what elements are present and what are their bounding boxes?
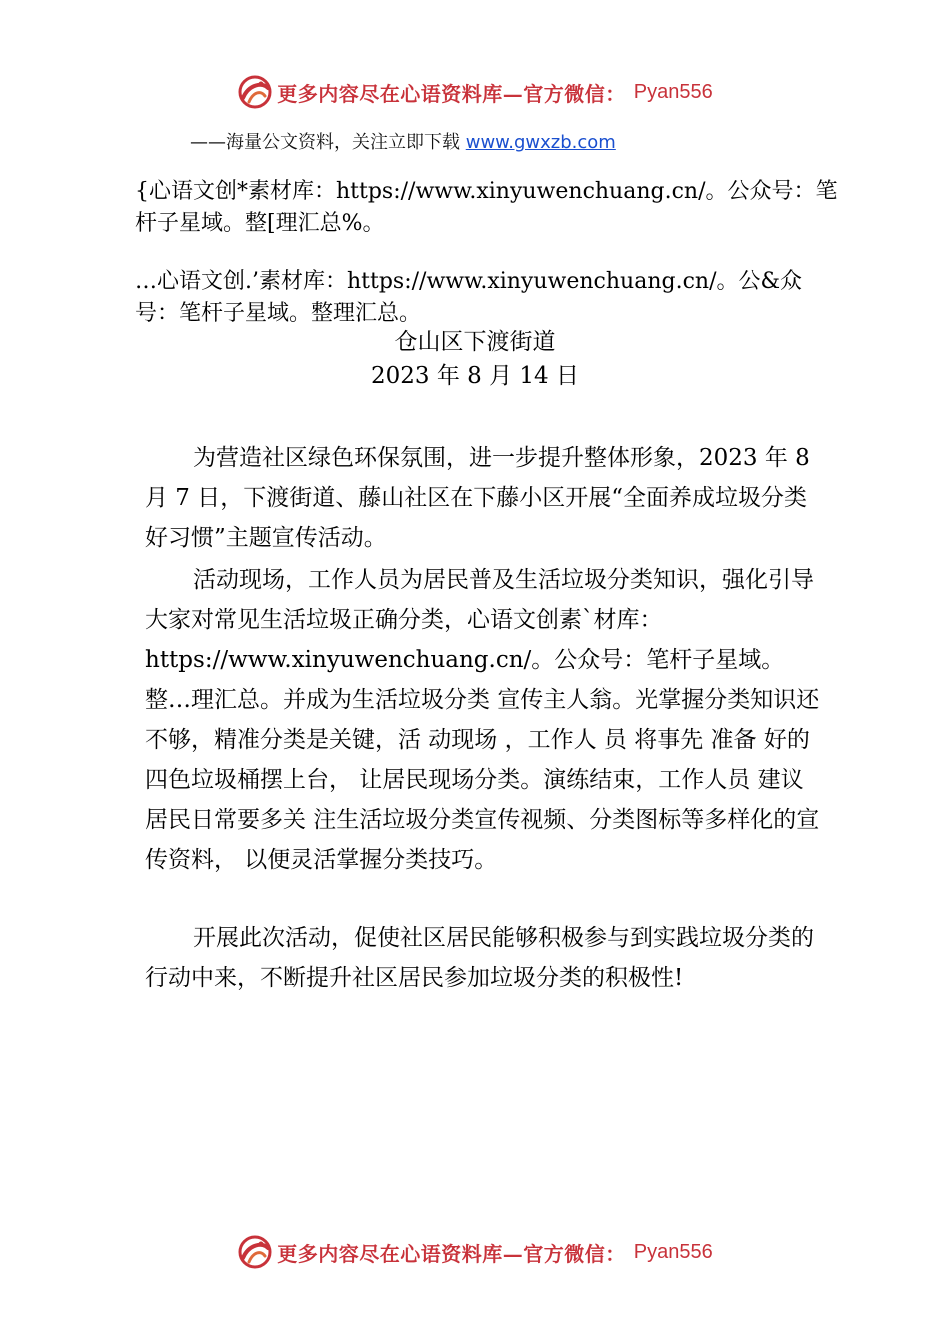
issuer-name: 仓山区下渡街道 <box>394 329 556 355</box>
site-link[interactable]: www.gwxzb.com <box>465 132 616 153</box>
header-banner <box>0 70 950 114</box>
header-banner-content <box>237 74 712 110</box>
body-paragraph-3: 开展此次活动，促使社区居民能够积极参与到实践垃圾分类的行动中来，不断提升社区居民参加垃圾分类的积极性! <box>145 925 814 991</box>
footer-banner-content <box>237 1234 712 1270</box>
source-note-2: …心语文创.’素材库：https://www.xinyuwenchuang.cn/。公&众号：笔杆子星域。整理汇总。 <box>135 269 803 326</box>
red-swirl-logo-icon <box>237 74 273 110</box>
red-swirl-logo-icon <box>237 1234 273 1270</box>
download-subline <box>190 128 616 154</box>
source-note-1: {心语文创*素材库：https://www.xinyuwenchuang.cn/。公众号：笔杆子星域。整[理汇总%。 <box>135 179 838 236</box>
body-paragraph-2: 活动现场，工作人员为居民普及生活垃圾分类知识，强化引导大家对常见生活垃圾正确分类，心语文创素`材库：https://www.xinyuwenchuang.cn/。公众号：笔杆子星域。整…理汇总。并成为生活垃圾分类 宣传主人翁。光掌握分类知识还不够，精准分类是关键，活 动现场 ，工作人 员 将事先 准备 好的 四色垃圾桶摆上台， 让居民现场分类。演练结束，工作人员 建议居民日常要多关 注生活垃圾分类宣传视频、分类图标等多样化的宣传资料， 以便灵活掌握分类技巧。 <box>145 567 820 873</box>
header-banner-text: 更多内容尽在心语资料库—官方微信： <box>277 81 626 106</box>
header-banner-wechat-id: Pyan556 <box>633 80 713 103</box>
issue-date: 2023 年 8 月 14 日 <box>371 363 579 389</box>
body-paragraph-1: 为营造社区绿色环保氛围，进一步提升整体形象，2023 年 8 月 7 日，下渡街道、藤山社区在下藤小区开展“全面养成垃圾分类好习惯”主题宣传活动。 <box>145 445 810 551</box>
footer-banner-wechat-id: Pyan556 <box>633 1240 713 1263</box>
footer-banner <box>0 1230 950 1274</box>
footer-banner-text: 更多内容尽在心语资料库—官方微信： <box>277 1241 626 1266</box>
subline-text: ——海量公文资料，关注立即下载 <box>190 132 466 153</box>
